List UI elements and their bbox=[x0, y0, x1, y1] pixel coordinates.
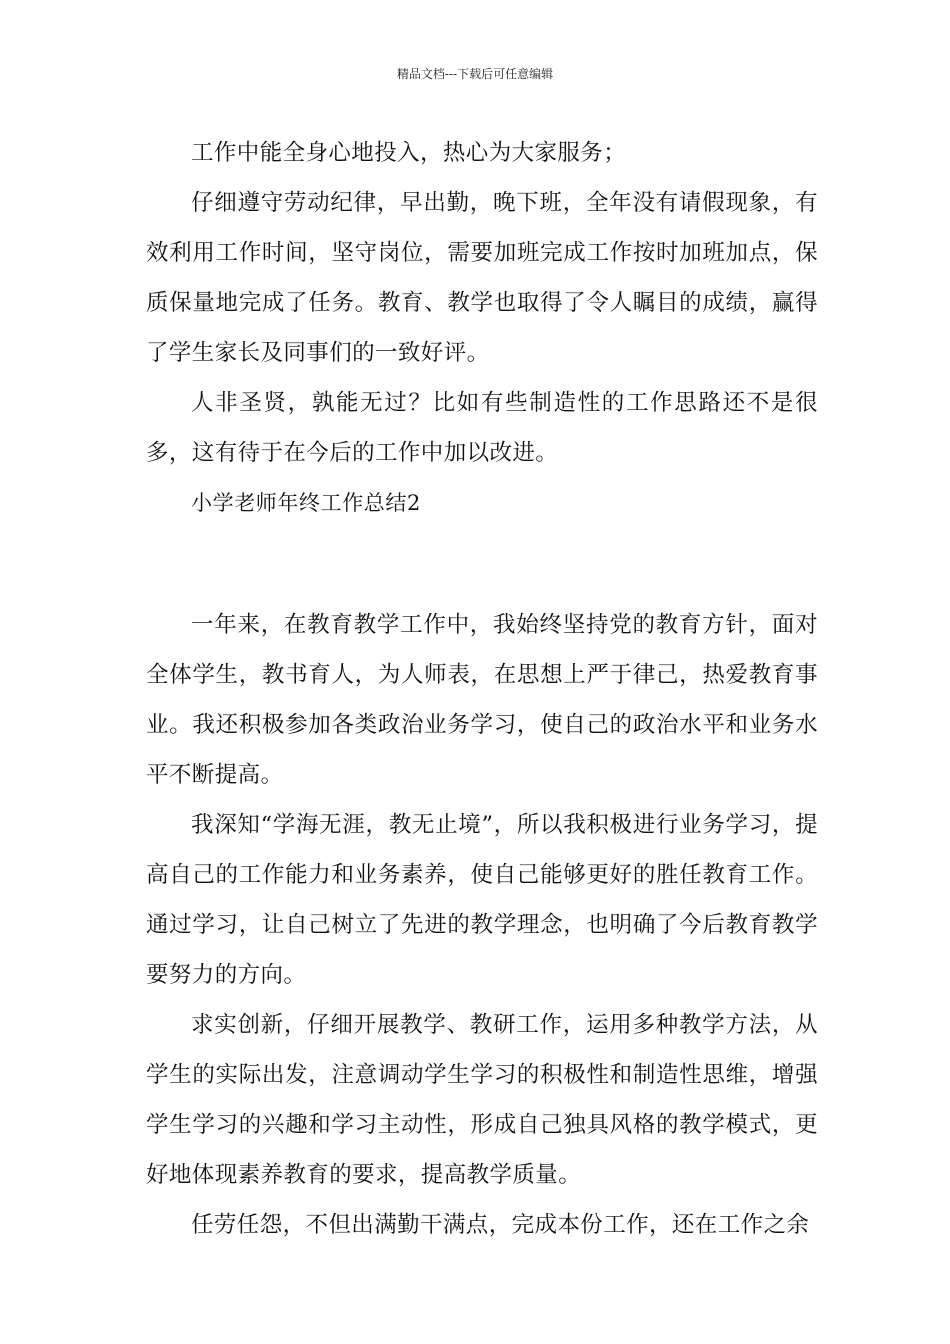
page-header: 精品文档---下载后可任意编辑 bbox=[396, 67, 554, 81]
paragraph: 工作中能全身心地投入，热心为大家服务； bbox=[191, 140, 627, 166]
paragraph: 人非圣贤，孰能无过？比如有些制造性的工作思路还不是很多，这有待于在今后的工作中加以改进。 bbox=[146, 390, 818, 466]
section-title: 小学老师年终工作总结2 bbox=[191, 491, 421, 515]
paragraph: 仔细遵守劳动纪律，早出勤，晚下班，全年没有请假现象，有效利用工作时间，坚守岗位，需要加班完成工作按时加班加点，保质保量地完成了任务。教育、教学也取得了令人瞩目的成绩，赢得了学生家长及同事们的一致好评。 bbox=[146, 190, 818, 366]
paragraph: 我深知“学海无涯，教无止境”，所以我积极进行业务学习，提高自己的工作能力和业务素养，使自己能够更好的胜任教育工作。通过学习，让自己树立了先进的教学理念，也明确了今后教育教学要努力的方向。 bbox=[146, 812, 818, 988]
document-body bbox=[146, 128, 818, 1250]
paragraph: 求实创新，仔细开展教学、教研工作，运用多种教学方法，从学生的实际出发，注意调动学生学习的积极性和制造性思维，增强学生学习的兴趣和学习主动性，形成自己独具风格的教学模式，更好地体现素养教育的要求，提高教学质量。 bbox=[146, 1012, 818, 1188]
paragraph: 一年来，在教育教学工作中，我始终坚持党的教育方针，面对全体学生，教书育人，为人师表，在思想上严于律己，热爱教育事业。我还积极参加各类政治业务学习，使自己的政治水平和业务水平不断提高。 bbox=[146, 612, 818, 788]
paragraph: 任劳任怨，不但出满勤干满点，完成本份工作，还在工作之余 bbox=[191, 1212, 810, 1238]
section-spacer bbox=[146, 528, 818, 600]
